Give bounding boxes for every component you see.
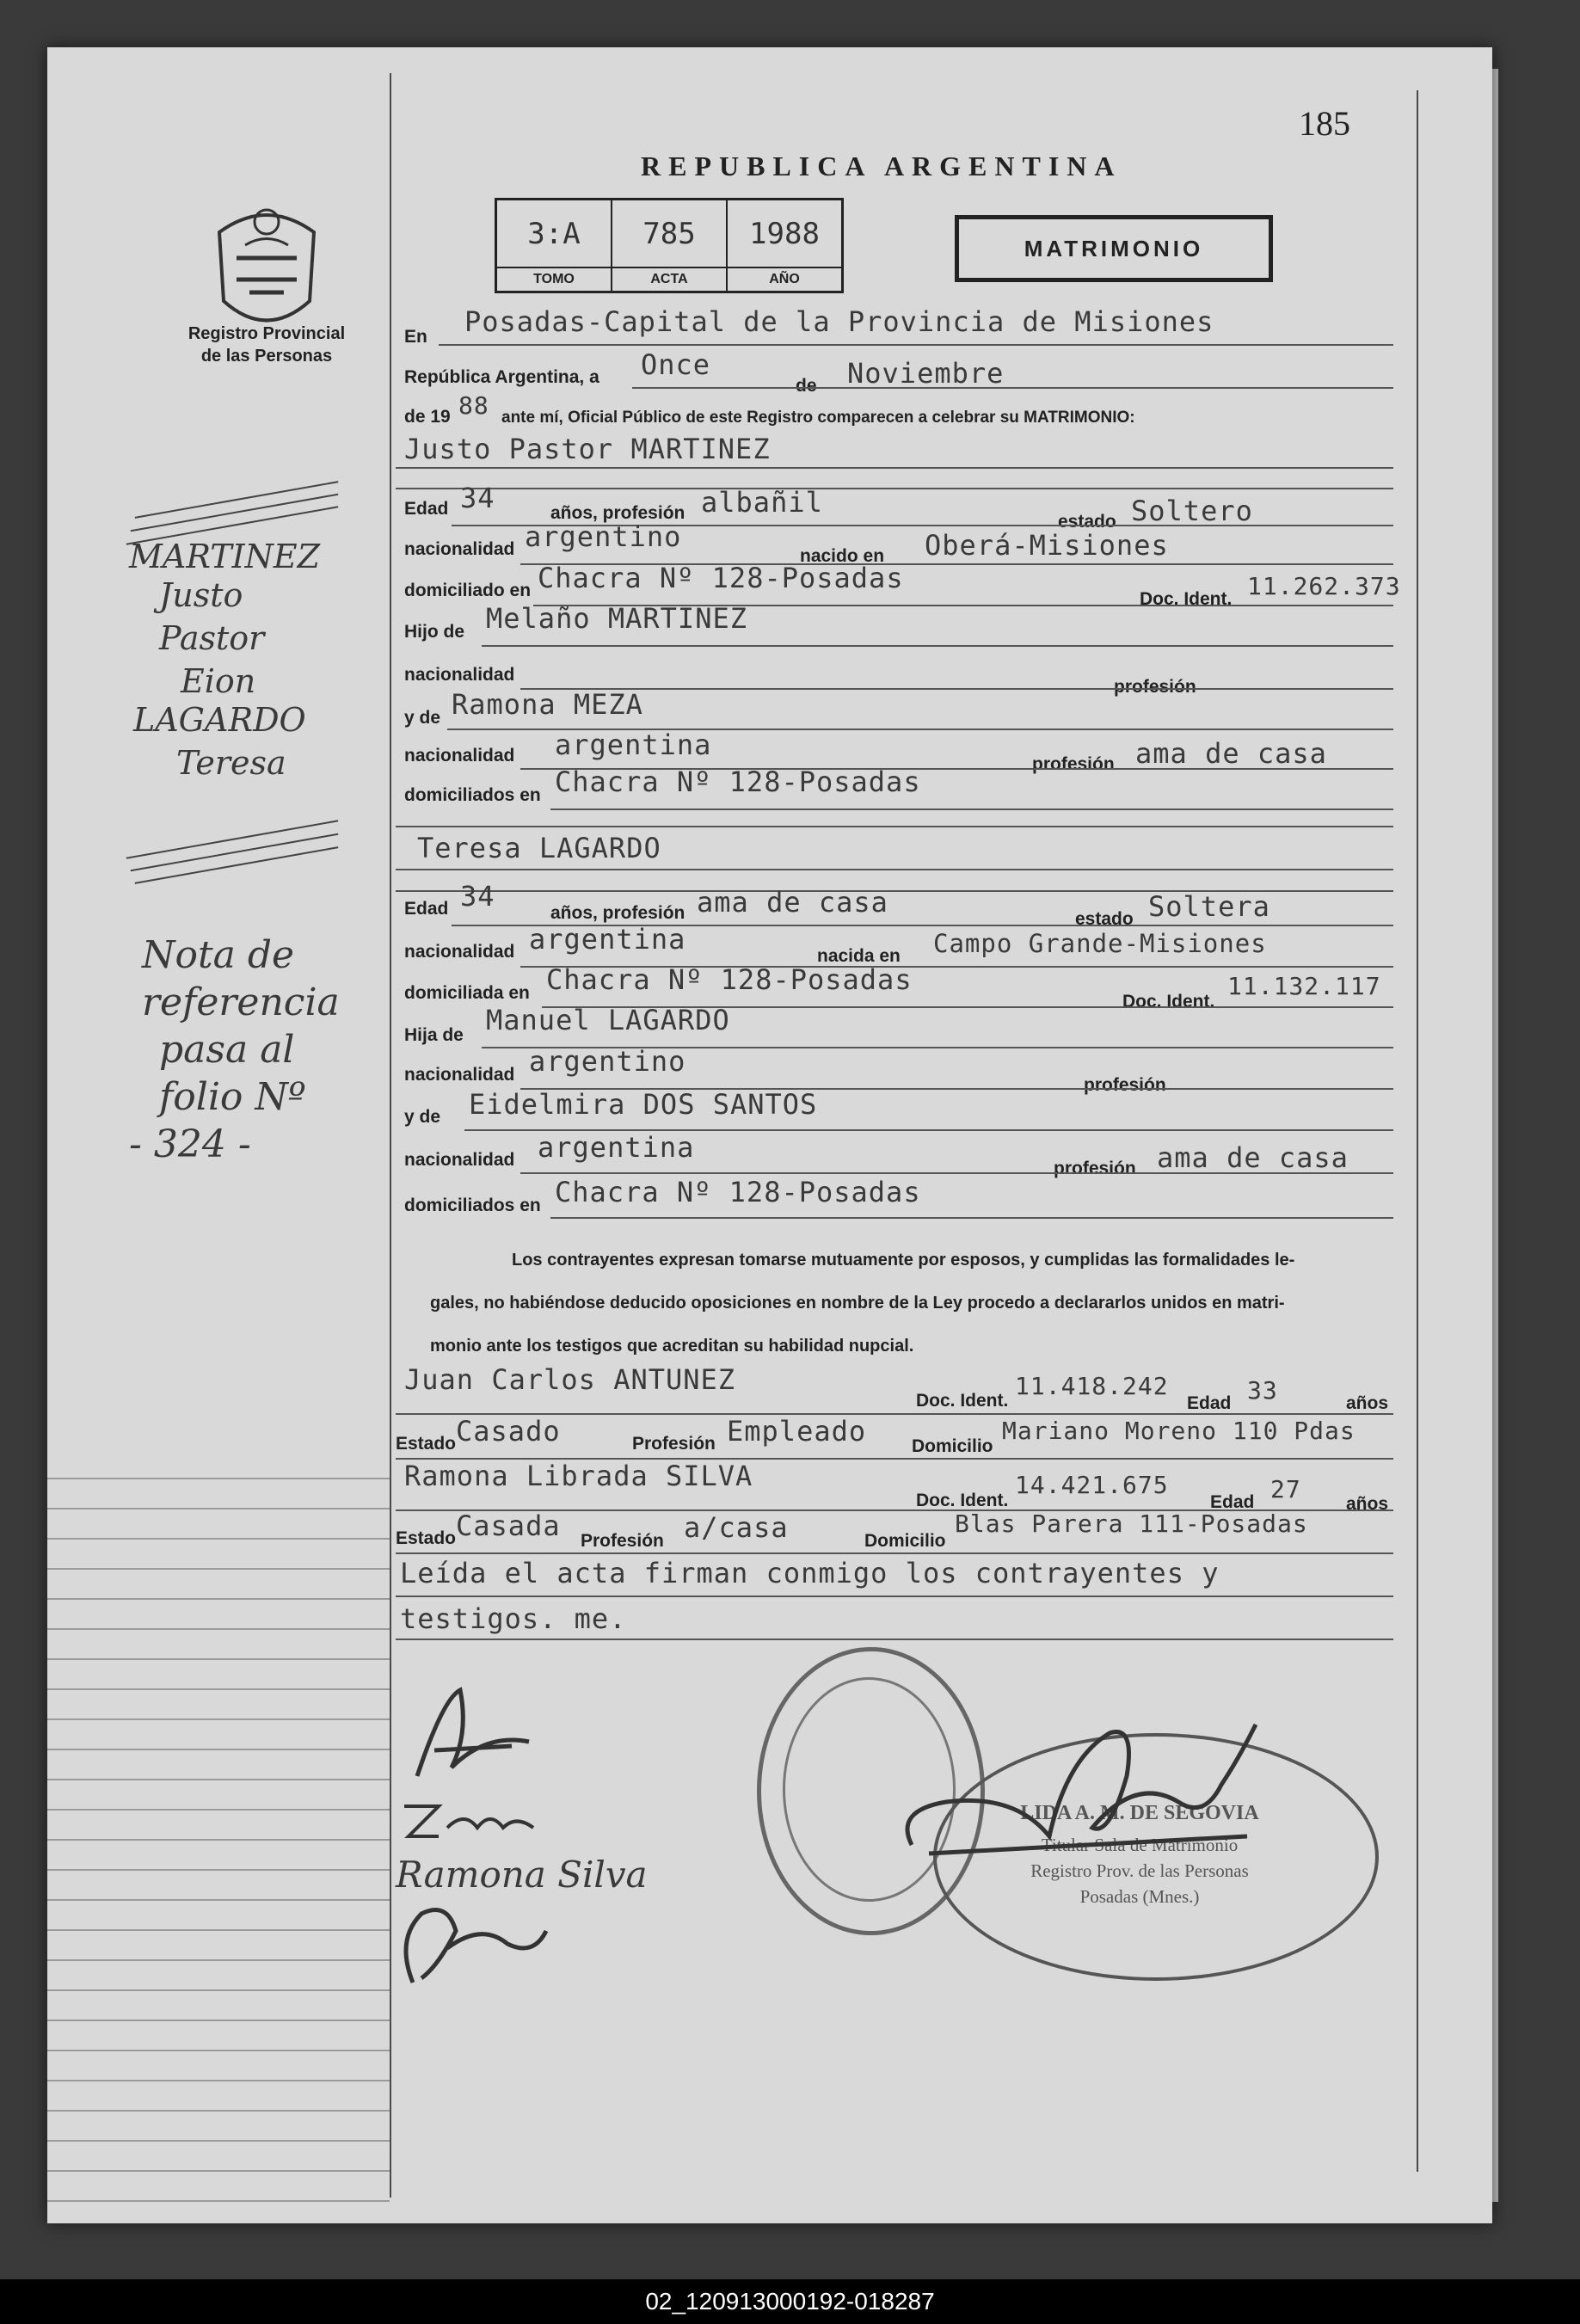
groom-end-rule (396, 826, 1393, 827)
anio-value: 1988 (749, 216, 820, 251)
witness1-doc-label: Doc. Ident. (916, 1391, 1009, 1411)
month-value: Noviembre (847, 357, 1005, 390)
index-surname-bride: LAGARDO (133, 701, 306, 739)
witness2-doc: 14.421.675 (1015, 1471, 1169, 1499)
image-id-label: 02_120913000192-018287 (645, 2288, 935, 2315)
groom-father-nat-label: nacionalidad (404, 665, 515, 685)
bride-domicilio-label: domiciliada en (404, 983, 530, 1003)
bride-age: 34 (460, 880, 495, 913)
bride-father-nat-label: nacionalidad (404, 1065, 515, 1085)
groom-nationality: argentino (525, 520, 682, 553)
bride-parents-dom-label: domiciliados en (404, 1196, 541, 1215)
bride-father-nationality: argentino (529, 1045, 686, 1078)
groom-father-prof-label: profesión (1114, 677, 1196, 697)
signature-officer (877, 1707, 1307, 1888)
place-line (439, 344, 1393, 346)
bride-edad-label: Edad (404, 899, 449, 919)
groom-parents-line (550, 808, 1393, 810)
bride-estado-label: estado (1075, 909, 1134, 929)
registry-line-1: Registro Provincial (188, 324, 346, 343)
groom-section-rule (396, 488, 1393, 489)
groom-mother-nationality: argentina (555, 729, 712, 761)
registry-name (159, 323, 374, 367)
signature-witness-juan (387, 1897, 559, 1991)
groom-parents-dom-label: domiciliados en (404, 785, 541, 805)
bride-mother-nat-label: nacionalidad (404, 1150, 515, 1170)
bride-mother-row-line (520, 1172, 1393, 1174)
witness1-profesion-label: Profesión (632, 1434, 716, 1454)
witness2-edad-label: Edad (1210, 1492, 1255, 1512)
witness2-row2-line (396, 1552, 1393, 1554)
groom-nacionalidad-label: nacionalidad (404, 539, 515, 559)
index-second-name-groom: Pastor (159, 619, 265, 657)
date-line (632, 387, 1393, 389)
year-suffix: 88 (458, 391, 489, 420)
groom-mother-nat-label: nacionalidad (404, 746, 515, 765)
bride-mother-nationality: argentina (538, 1131, 695, 1164)
groom-mother-prof-label: profesión (1032, 754, 1115, 774)
bride-address: Chacra Nº 128-Posadas (546, 963, 913, 996)
tomo-label: TOMO (497, 267, 611, 291)
groom-address: Chacra Nº 128-Posadas (538, 562, 904, 594)
reference-note-line-1: Nota de (142, 933, 295, 977)
groom-father-line (482, 645, 1393, 647)
officer-name: LIDA A. M. DE SEGOVIA (1020, 1802, 1259, 1824)
officer-place: Posadas (Mnes.) (1079, 1886, 1200, 1907)
declaration-paragraph (430, 1239, 1462, 1368)
groom-hijo-label: Hijo de (404, 622, 465, 642)
officer-office: Registro Prov. de las Personas (1030, 1860, 1249, 1881)
signature-groom (400, 1682, 572, 1793)
margin-rule-left (390, 73, 391, 2198)
acta-value: 785 (642, 216, 696, 251)
folio-number: 185 (1299, 104, 1350, 143)
groom-father: Melaño MARTINEZ (486, 602, 747, 635)
closing-line-1: Leída el acta firman conmigo los contrayentes y (400, 1557, 1220, 1589)
closing-line-2-rule (396, 1638, 1393, 1640)
groom-profesion-label: años, profesión (550, 503, 685, 523)
bride-hija-label: Hija de (404, 1025, 464, 1045)
witness2-age: 27 (1270, 1475, 1301, 1503)
witness2-profession: a/casa (684, 1511, 789, 1544)
bride-profesion-label: años, profesión (550, 903, 685, 923)
acta-cell (612, 200, 728, 291)
witness1-address: Mariano Moreno 110 Pdas (1002, 1417, 1356, 1445)
declaration-line-3: monio ante los testigos que acreditan su habilidad nupcial. (430, 1337, 914, 1356)
index-surname-groom: MARTINEZ (129, 538, 321, 575)
year-prefix: de 19 (404, 407, 451, 427)
witness1-name: Juan Carlos ANTUNEZ (404, 1363, 736, 1396)
bride-nacida-label: nacida en (817, 946, 901, 966)
country-heading: REPUBLICA ARGENTINA (641, 151, 1122, 181)
republica-label: República Argentina, a (404, 367, 599, 387)
groom-estado-label: estado (1058, 512, 1116, 532)
groom-parents-address: Chacra Nº 128-Posadas (555, 765, 921, 798)
declaration-line-1: Los contrayentes expresan tomarse mutuamente por esposos, y cumplidas las formalidades le- (512, 1251, 1295, 1270)
reference-note-line-5: - 324 - (129, 1122, 251, 1166)
bride-profession: ama de casa (697, 886, 888, 919)
index-conjunction: Eion (181, 662, 256, 700)
closing-line-1-rule (396, 1595, 1393, 1597)
bride-doc-label: Doc. Ident. (1122, 992, 1215, 1011)
groom-ydel-label: y de (404, 708, 441, 728)
bride-name-line (396, 869, 1393, 870)
witness1-estado-label: Estado (396, 1434, 457, 1454)
bride-doc: 11.132.117 (1227, 972, 1381, 1000)
witness1-doc: 11.418.242 (1015, 1372, 1169, 1400)
tomo-value: 3:A (527, 216, 581, 251)
groom-mother-profession: ama de casa (1135, 737, 1327, 770)
groom-father-row-line (520, 688, 1393, 690)
provincial-seal-icon (211, 198, 323, 340)
bride-mother: Eidelmira DOS SANTOS (469, 1088, 818, 1121)
groom-profession: albañil (701, 486, 823, 519)
acta-label: ACTA (612, 267, 726, 291)
index-first-name-bride: Teresa (176, 744, 286, 782)
witness2-profesion-label: Profesión (581, 1531, 664, 1551)
witness2-domicilio-label: Domicilio (864, 1531, 946, 1551)
witness2-estado-label: Estado (396, 1528, 457, 1548)
bride-ydel-label: y de (404, 1107, 441, 1127)
anio-cell (728, 200, 841, 291)
tomo-cell (497, 200, 612, 291)
groom-estado: Soltero (1131, 495, 1253, 527)
bride-nacionalidad-label: nacionalidad (404, 942, 515, 962)
groom-age: 34 (460, 482, 495, 514)
groom-nacido-label: nacido en (800, 546, 885, 566)
reference-note-line-4: folio Nº (159, 1075, 306, 1119)
bride-mother-profession: ama de casa (1157, 1141, 1349, 1174)
reference-note-line-3: pasa al (159, 1028, 295, 1072)
bride-parents-address: Chacra Nº 128-Posadas (555, 1176, 921, 1208)
bride-father-prof-label: profesión (1084, 1075, 1166, 1095)
witness1-profession: Empleado (727, 1415, 867, 1448)
witness2-doc-label: Doc. Ident. (916, 1491, 1009, 1510)
bride-parents-line (550, 1217, 1393, 1219)
bride-birthplace: Campo Grande-Misiones (933, 929, 1267, 958)
anio-label: AÑO (728, 267, 841, 291)
reference-note-line-2: referencia (142, 981, 340, 1024)
bride-estado: Soltera (1148, 890, 1270, 923)
declaration-line-2: gales, no habiéndose deducido oposiciones en nombre de la Ley procedo a declararlos unidos en matri- (430, 1294, 1285, 1313)
en-label: En (404, 327, 427, 347)
witness1-anios-label: años (1346, 1393, 1389, 1413)
bride-name: Teresa LAGARDO (417, 832, 661, 864)
signature-witness-ramona: Ramona Silva (396, 1854, 648, 1896)
place-value: Posadas-Capital de la Provincia de Misiones (464, 305, 1214, 338)
closing-line-2: testigos. me. (400, 1602, 627, 1635)
act-type-box: MATRIMONIO (955, 215, 1273, 282)
opening-sentence: ante mí, Oficial Público de este Registro comparecen a celebrar su MATRIMONIO: (501, 409, 1135, 427)
index-first-name-groom: Justo (159, 576, 243, 614)
groom-name-line (396, 467, 1393, 469)
groom-birthplace: Oberá-Misiones (925, 529, 1169, 562)
day-value: Once (641, 348, 711, 381)
witness1-age: 33 (1247, 1376, 1278, 1405)
witness1-estado: Casado (456, 1415, 561, 1448)
register-page (47, 47, 1492, 2223)
groom-edad-label: Edad (404, 499, 449, 519)
witness1-domicilio-label: Domicilio (912, 1436, 993, 1456)
signature-bride (396, 1793, 550, 1845)
registry-line-2: de las Personas (200, 347, 333, 366)
record-reference-box (495, 198, 844, 293)
witness2-address: Blas Parera 111-Posadas (955, 1509, 1308, 1538)
bride-nationality: argentina (529, 923, 686, 956)
groom-mother: Ramona MEZA (452, 688, 643, 721)
witness2-estado: Casada (456, 1509, 561, 1542)
margin-rule-right (1417, 90, 1418, 2172)
witness2-anios-label: años (1346, 1494, 1389, 1514)
ruled-margin-lines (47, 1449, 390, 2223)
officer-title: Titular Sala de Matrimonio (1041, 1835, 1239, 1855)
bride-mother-prof-label: profesión (1054, 1159, 1136, 1178)
witness1-edad-label: Edad (1187, 1393, 1232, 1413)
groom-doc: 11.262.373 (1247, 572, 1401, 600)
groom-doc-label: Doc. Ident. (1140, 589, 1233, 609)
groom-name: Justo Pastor MARTINEZ (404, 433, 771, 465)
groom-domicilio-label: domiciliado en (404, 581, 532, 600)
witness2-name: Ramona Librada SILVA (404, 1460, 753, 1492)
de-label: de (796, 376, 817, 396)
bride-father: Manuel LAGARDO (486, 1004, 730, 1036)
